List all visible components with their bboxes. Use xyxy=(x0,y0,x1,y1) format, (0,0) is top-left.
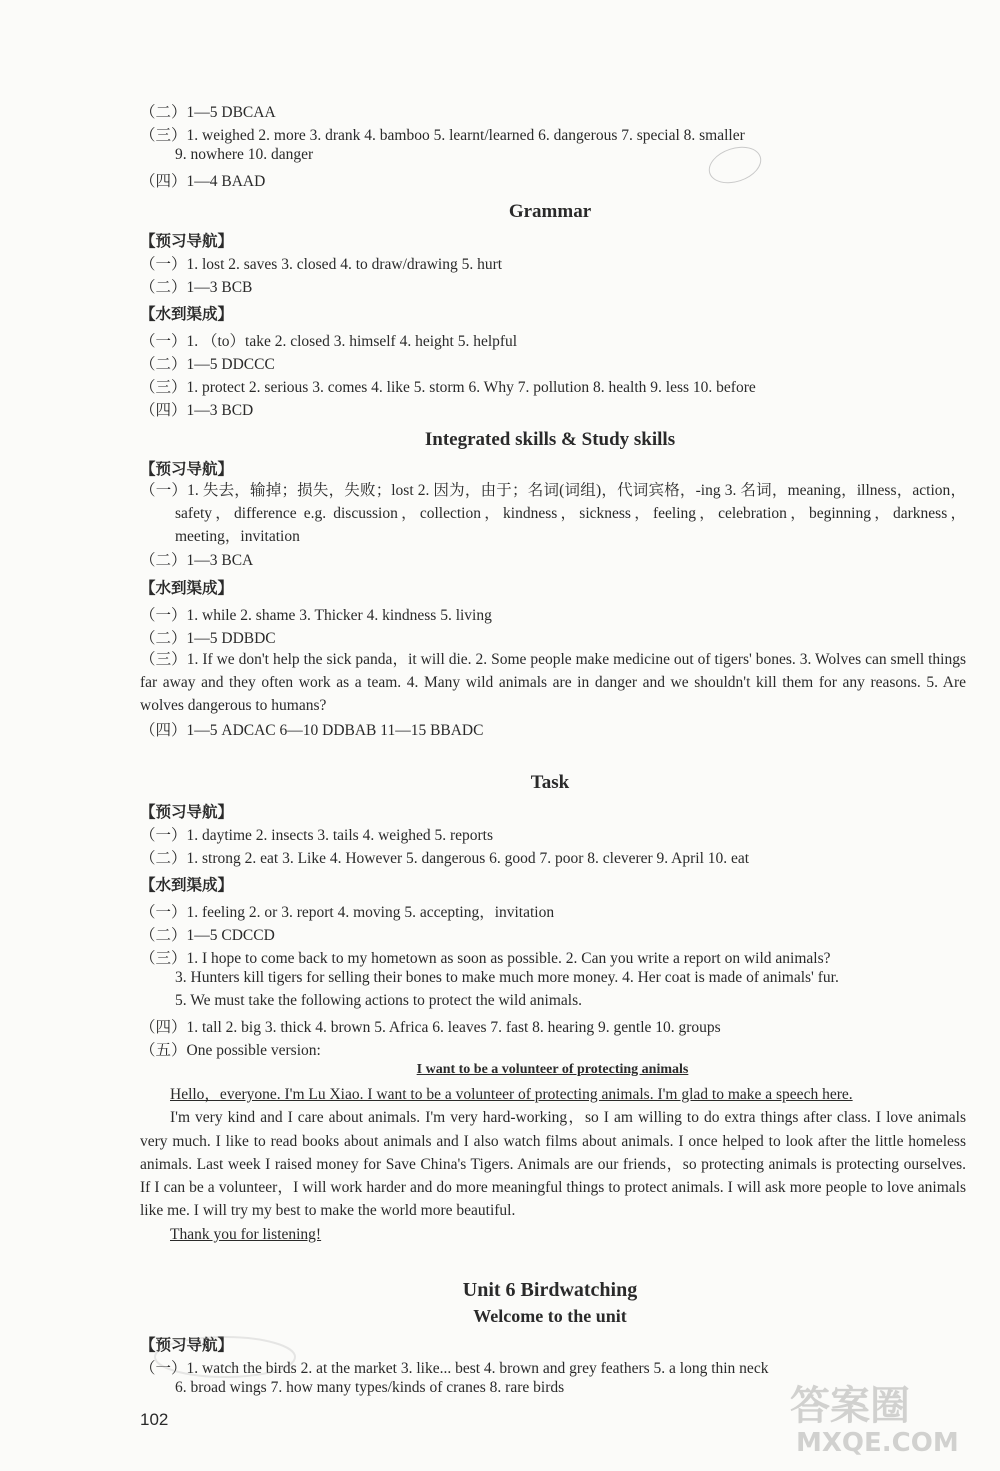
answer-line: （一）1. feeling 2. or 3. report 4. moving 5. accepting，invitation xyxy=(140,904,555,921)
answer-line: （五）One possible version: xyxy=(140,1042,321,1059)
preview-tag: 【预习导航】 xyxy=(140,804,234,821)
answer-paragraph: （三）1. If we don't help the sick panda，it will die. 2. Some people make medicine out of tigers' bones. 3. Wolves can smell things far away and they often work as a team. 4. Many wild animals are in danger and we shouldn't kill them for any reasons. 5. Are wolves dangerous to humans? xyxy=(140,651,966,715)
answer-line: 3. Hunters kill tigers for selling their bones to make much more money. 4. Her coat is made of animals' fur. xyxy=(175,969,839,986)
answer-line: （一）1. （to）take 2. closed 3. himself 4. height 5. helpful xyxy=(140,333,518,350)
answer-paragraph xyxy=(140,479,966,549)
answer-line: （一）1. while 2. shame 3. Thicker 4. kindness 5. living xyxy=(140,607,492,624)
svg-text:MXQE.COM: MXQE.COM xyxy=(796,1428,959,1458)
answer-line: （四）1—5 ADCAC 6—10 DDBAB 11—15 BBADC xyxy=(140,722,484,739)
answer-line: 9. nowhere 10. danger xyxy=(175,146,314,163)
answer-line: （三）1. protect 2. serious 3. comes 4. like 5. storm 6. Why 7. pollution 8. health 9. less 10. before xyxy=(140,379,756,396)
preview-tag: 【预习导航】 xyxy=(140,1337,234,1354)
answer-line: 6. broad wings 7. how many types/kinds of cranes 8. rare birds xyxy=(175,1379,565,1396)
answer-line: （三）1. weighed 2. more 3. drank 4. bamboo 5. learnt/learned 6. dangerous 7. special 8. smaller xyxy=(140,127,745,144)
page-number: 102 xyxy=(140,1410,169,1429)
section-heading-integrated-skills: Integrated skills & Study skills xyxy=(424,429,676,450)
answer-line: （二）1. strong 2. eat 3. Like 4. However 5. dangerous 6. good 7. poor 8. cleverer 9. April 10. eat xyxy=(140,850,750,867)
answer-line: （三）1. I hope to come back to my hometown as soon as possible. 2. Can you write a report on wild animals? xyxy=(140,950,831,967)
answer-line: （一）1. daytime 2. insects 3. tails 4. weighed 5. reports xyxy=(140,827,493,844)
essay-body xyxy=(140,1083,966,1246)
essay-paragraph: I'm very kind and I care about animals. I'm very hard-working，so I am willing to do extra things after class. I love animals very much. I like to read books about animals and I also watch films about animals. I once helped to look after the little homeless animals. Last week I raised money for Save China's Tigers. Animals are our friends，so protecting animals is protecting ourselves. If I can be a volunteer，I will work harder and do more meaningful things to protect animals. I will ask more people to love animals like me. I will try my best to make the world more beautiful. xyxy=(140,1109,966,1220)
preview-tag: 【预习导航】 xyxy=(140,233,234,250)
essay-paragraph: Thank you for listening! xyxy=(170,1225,322,1243)
answer-line: 5. We must take the following actions to protect the wild animals. xyxy=(175,992,582,1009)
essay-title: I want to be a volunteer of protecting animals xyxy=(416,1062,689,1077)
essay-paragraph: Hello，everyone. I'm Lu Xiao. I want to be a volunteer of protecting animals. I'm glad to make a speech here. xyxy=(170,1086,853,1103)
practice-tag: 【水到渠成】 xyxy=(140,306,234,323)
svg-text:答案圈: 答案圈 xyxy=(790,1383,910,1429)
preview-tag: 【预习导航】 xyxy=(140,461,234,478)
practice-tag: 【水到渠成】 xyxy=(140,877,234,894)
unit-subheading: Welcome to the unit xyxy=(473,1306,627,1326)
practice-tag: 【水到渠成】 xyxy=(140,580,234,597)
answer-line: （四）1—4 BAAD xyxy=(140,173,266,190)
stamp-mark xyxy=(704,140,766,189)
watermark-logo xyxy=(782,1371,982,1461)
unit-heading: Unit 6 Birdwatching xyxy=(462,1279,638,1301)
answer-line: （二）1—5 CDCCD xyxy=(140,927,275,944)
answer-text: （一）1. 失去，输掉；损失，失败；lost 2. 因为，由于；名词(词组)，代词宾格，-ing 3. 名词，meaning，illness，action，safety，difference e.g. discussion，collection，kindness，sickness，feeling，celebration，beginning，darkness，meeting，invitation xyxy=(140,482,966,546)
answer-line: （一）1. lost 2. saves 3. closed 4. to draw/drawing 5. hurt xyxy=(140,256,503,273)
answer-line: （二）1—5 DBCAA xyxy=(140,104,276,121)
answer-line: （四）1. tall 2. big 3. thick 4. brown 5. Africa 6. leaves 7. fast 8. hearing 9. gentle 10. groups xyxy=(140,1019,721,1036)
answer-line: （一）1. watch the birds 2. at the market 3. like... best 4. brown and grey feathers 5. a long thin neck xyxy=(140,1360,769,1377)
answer-line: （二）1—5 DDCCC xyxy=(140,356,275,373)
answer-line: （二）1—3 BCB xyxy=(140,279,253,296)
ghost-stamp-icon xyxy=(150,1334,300,1380)
section-heading-task: Task xyxy=(530,772,570,793)
section-heading-grammar: Grammar xyxy=(508,201,592,222)
answer-line: （二）1—3 BCA xyxy=(140,552,254,569)
answer-line: （四）1—3 BCD xyxy=(140,402,254,419)
answer-line: （二）1—5 DDBDC xyxy=(140,630,276,647)
